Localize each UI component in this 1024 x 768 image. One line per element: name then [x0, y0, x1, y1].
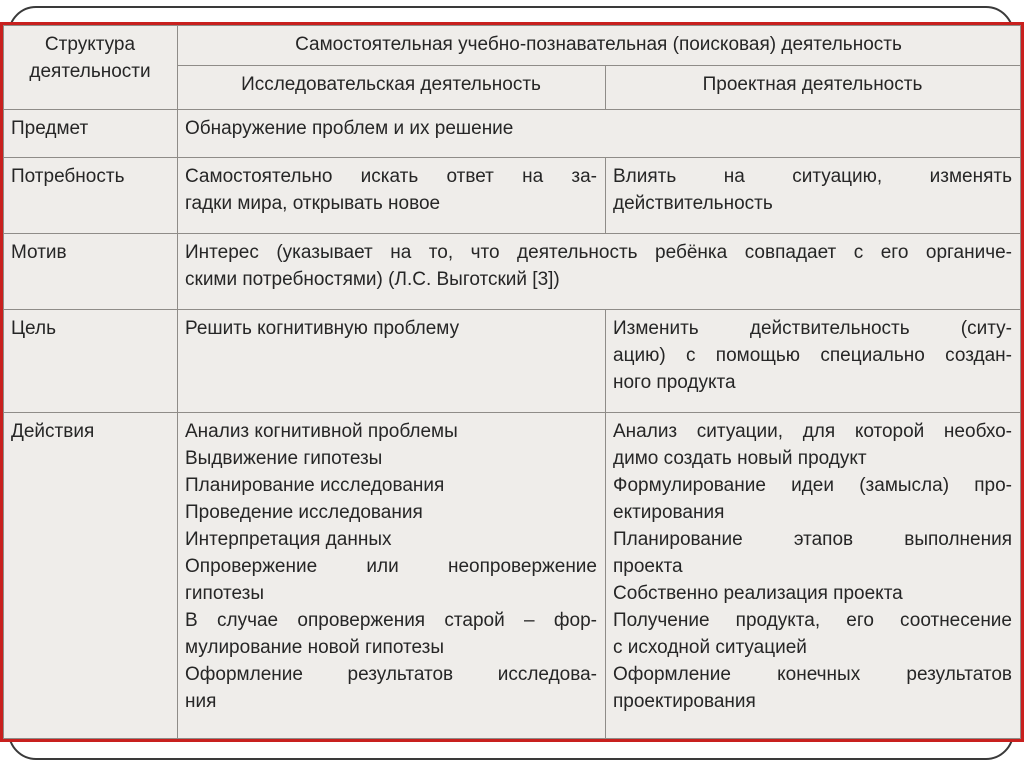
row-goal — [4, 310, 1021, 413]
cell-line: В случае опровержения старой – фор- — [185, 610, 597, 631]
cell-line: ного продукта — [613, 372, 736, 393]
cell-actions-project — [606, 413, 1021, 739]
row-subject — [4, 110, 1021, 158]
cell-actions-research — [178, 413, 606, 739]
header-research: Исследовательская деятельность — [178, 66, 606, 110]
cell-motive — [178, 234, 1021, 310]
header-structure-line-2: деятельности — [29, 61, 151, 82]
cell-line: Собственно реализация проекта — [613, 583, 903, 604]
cell-line: Влиять на ситуацию, изменять — [613, 166, 1012, 187]
cell-line: димо создать новый продукт — [613, 448, 867, 469]
row-need — [4, 158, 1021, 234]
cell-line: ацию) с помощью специально создан- — [613, 345, 1012, 366]
cell-line: Интерес (указывает на то, что деятельность ребёнка совпадает с его органиче- — [185, 242, 1012, 263]
cell-line: Решить когнитивную проблему — [185, 318, 460, 339]
row-label-actions: Действия — [4, 413, 178, 739]
header-structure — [4, 26, 178, 110]
row-actions — [4, 413, 1021, 739]
cell-line: Самостоятельно искать ответ на за- — [185, 166, 597, 187]
header-group: Самостоятельная учебно-познавательная (поисковая) деятельность — [178, 26, 1021, 66]
cell-line: Опровержение или неопровержение — [185, 556, 597, 577]
cell-line: мулирование новой гипотезы — [185, 637, 444, 658]
cell-line: Интерпретация данных — [185, 529, 392, 550]
comparison-table — [3, 25, 1021, 739]
cell-line: Планирование исследования — [185, 475, 445, 496]
cell-line: гадки мира, открывать новое — [185, 193, 441, 214]
cell-line: Получение продукта, его соотнесение — [613, 610, 1012, 631]
cell-line: Планирование этапов выполнения — [613, 529, 1012, 550]
row-label-need: Потребность — [4, 158, 178, 234]
activity-structure-table — [0, 22, 1024, 742]
cell-line: Анализ ситуации, для которой необхо- — [613, 421, 1012, 442]
cell-need-research — [178, 158, 606, 234]
cell-line: проектирования — [613, 691, 756, 712]
cell-line: с исходной ситуацией — [613, 637, 807, 658]
cell-goal-project — [606, 310, 1021, 413]
cell-line: скими потребностями) (Л.С. Выготский [3]) — [185, 269, 560, 290]
cell-line: Оформление результатов исследова- — [185, 664, 597, 685]
header-project: Проектная деятельность — [606, 66, 1021, 110]
header-structure-line-1: Структура — [44, 34, 136, 55]
cell-line: ектирования — [613, 502, 725, 523]
header-row-top — [4, 26, 1021, 66]
cell-line: гипотезы — [185, 583, 264, 604]
cell-line: Оформление конечных результатов — [613, 664, 1012, 685]
cell-line: Выдвижение гипотезы — [185, 448, 383, 469]
cell-goal-research — [178, 310, 606, 413]
cell-line: Проведение исследования — [185, 502, 423, 523]
row-motive — [4, 234, 1021, 310]
cell-line: ния — [185, 691, 217, 712]
row-label-goal: Цель — [4, 310, 178, 413]
cell-subject: Обнаружение проблем и их решение — [178, 110, 1021, 158]
row-label-motive: Мотив — [4, 234, 178, 310]
cell-line: Изменить действительность (ситу- — [613, 318, 1012, 339]
cell-need-project — [606, 158, 1021, 234]
cell-line: Формулирование идеи (замысла) про- — [613, 475, 1012, 496]
row-label-subject: Предмет — [4, 110, 178, 158]
cell-line: действительность — [613, 193, 773, 214]
cell-line: Анализ когнитивной проблемы — [185, 421, 458, 442]
cell-line: проекта — [613, 556, 683, 577]
